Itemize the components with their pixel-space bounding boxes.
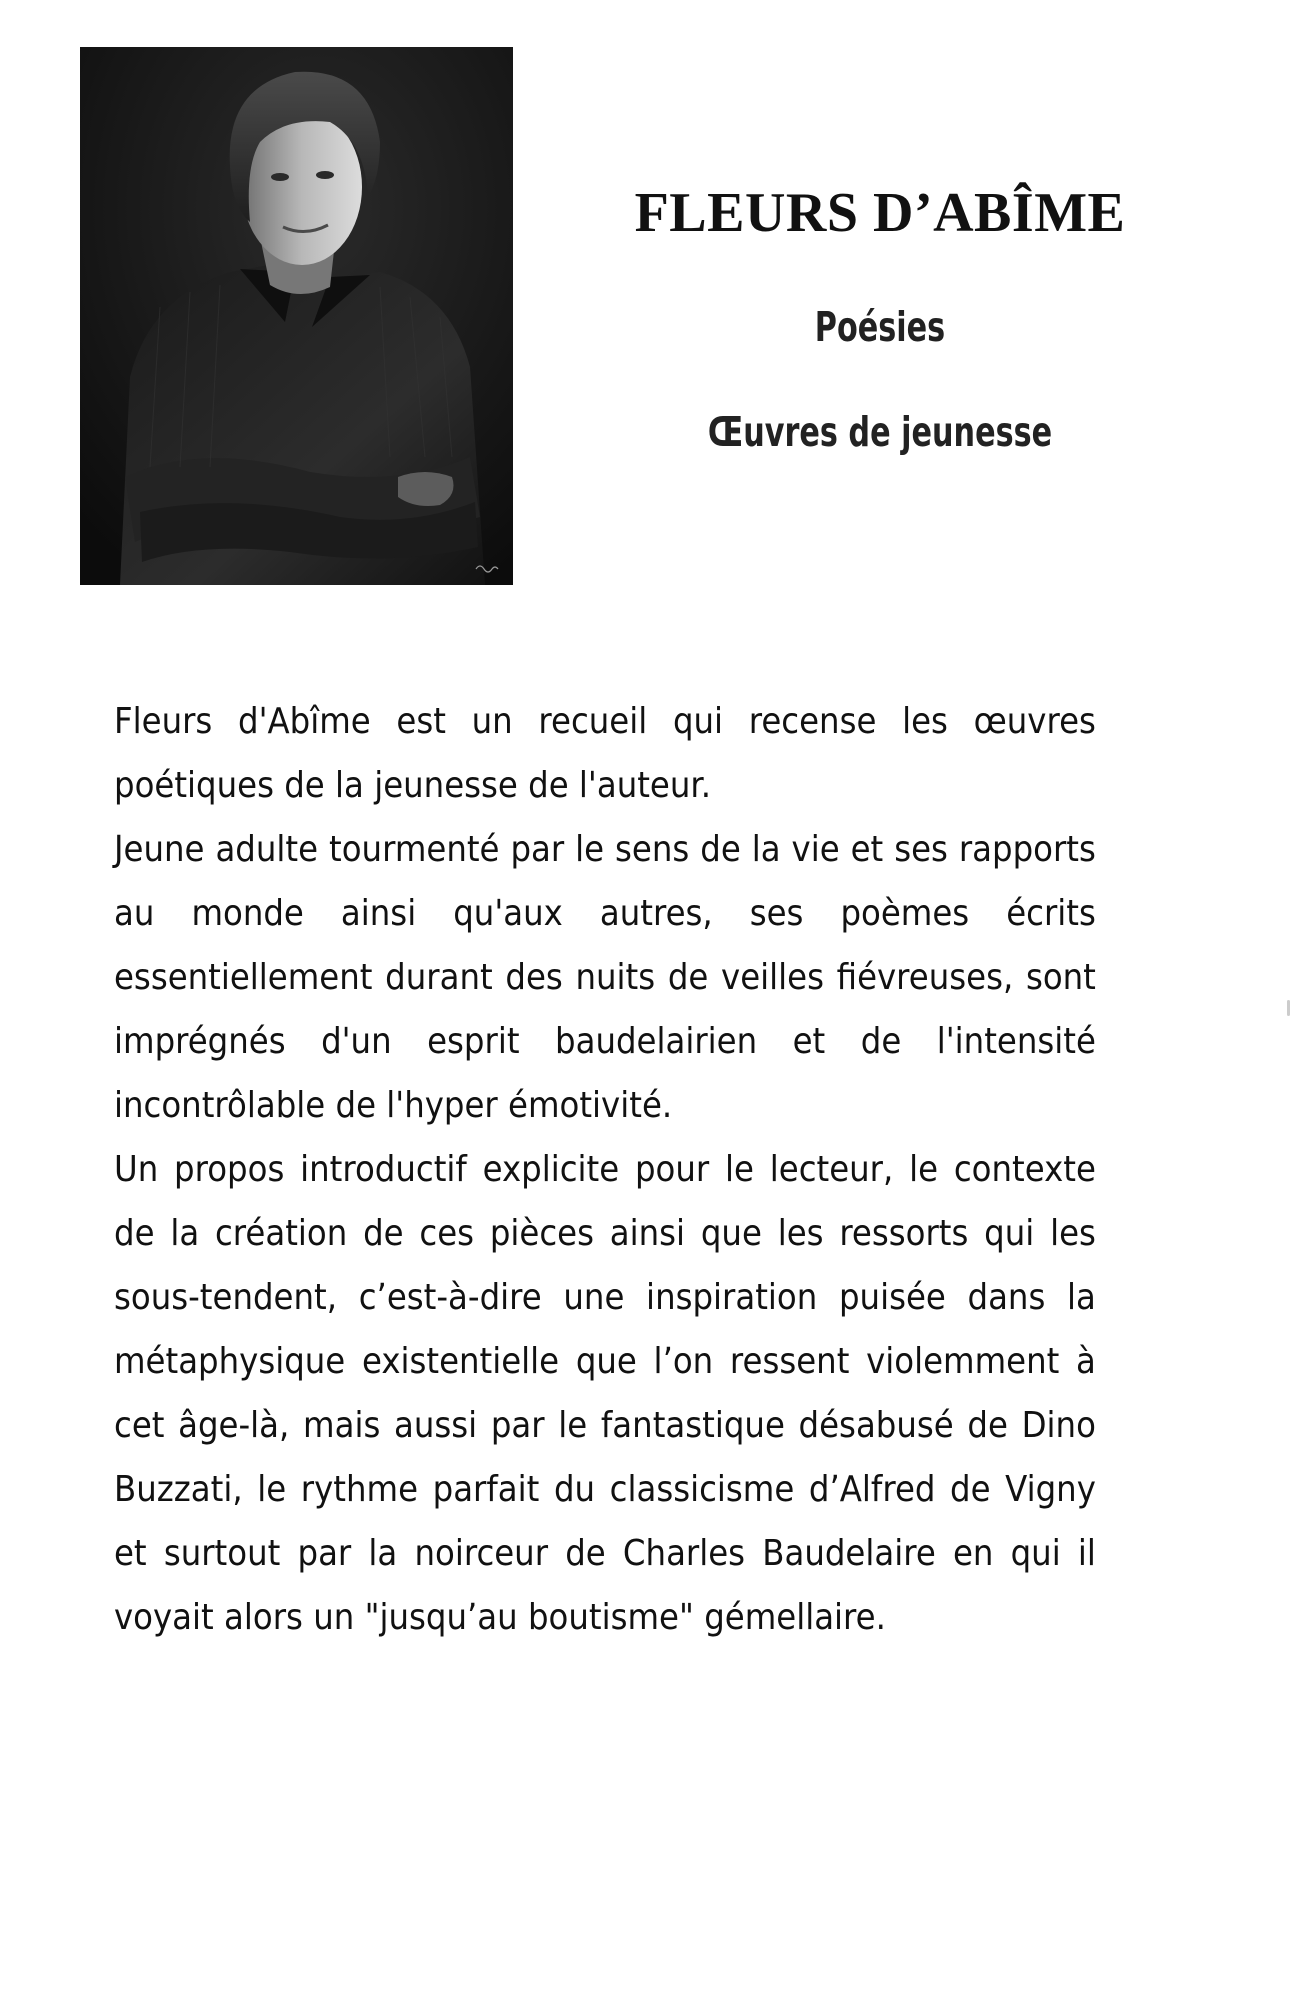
back-cover-blurb xyxy=(114,690,1096,1650)
page-edge-mark xyxy=(1287,1000,1290,1016)
book-genre: Poésies xyxy=(814,303,946,352)
blurb-paragraph: Jeune adulte tourmenté par le sens de la vie et ses rapports au monde ainsi qu'aux autres, ses poèmes écrits essentiellement durant des nuits de veilles fiévreuses, sont imprégnés d'un esprit baudelairien et de l'intensité incontrôlable de l'hyper émotivité. xyxy=(114,829,1096,1126)
portrait-illustration xyxy=(80,47,513,585)
title-block xyxy=(560,180,1200,457)
book-subtitle: Œuvres de jeunesse xyxy=(707,408,1053,457)
author-portrait xyxy=(80,47,513,585)
book-title: FLEURS D’ABÎME xyxy=(634,182,1126,244)
blurb-paragraph: Fleurs d'Abîme est un recueil qui recense les œuvres poétiques de la jeunesse de l'auteur. xyxy=(114,701,1096,806)
blurb-paragraph: Un propos introductif explicite pour le lecteur, le contexte de la création de ces pièces ainsi que les ressorts qui les sous-tendent, c’est-à-dire une inspiration puisée dans la métaphysique existentielle que l’on ressent violemment à cet âge-là, mais aussi par le fantastique désabusé de Dino Buzzati, le rythme parfait du classicisme d’Alfred de Vigny et surtout par la noirceur de Charles Baudelaire en qui il voyait alors un "jusqu’au boutisme" gémellaire. xyxy=(114,1149,1096,1638)
